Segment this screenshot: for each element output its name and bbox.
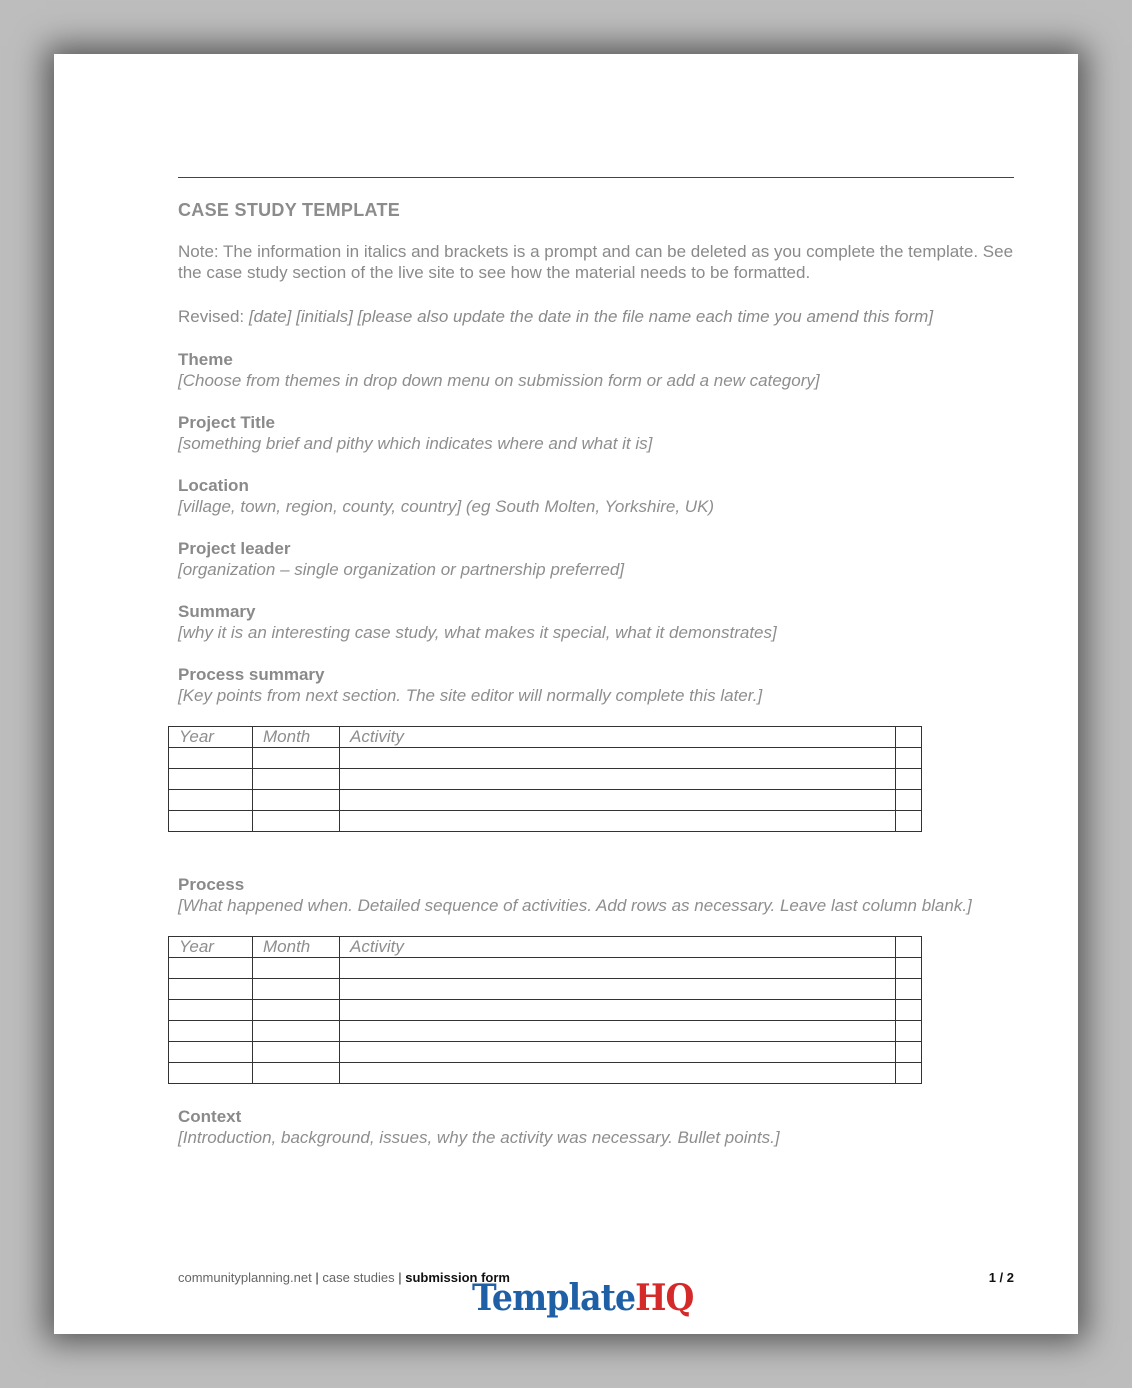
- document-page: [54, 54, 1078, 1334]
- table-row: [169, 1042, 922, 1063]
- section-heading: Process summary: [178, 665, 325, 684]
- cell-blank[interactable]: [895, 1063, 921, 1084]
- table-header-row: [169, 727, 922, 748]
- cell-blank[interactable]: [895, 790, 921, 811]
- logo-text-main: Template: [472, 1277, 636, 1319]
- cell-year[interactable]: [169, 1063, 253, 1084]
- column-header-activity: Activity: [340, 727, 896, 748]
- section-heading: Project leader: [178, 539, 291, 558]
- cell-month[interactable]: [253, 1063, 340, 1084]
- table-row: [169, 769, 922, 790]
- table-row: [169, 811, 922, 832]
- footer-separator: |: [398, 1270, 402, 1285]
- cell-blank[interactable]: [895, 1000, 921, 1021]
- cell-year[interactable]: [169, 1000, 253, 1021]
- cell-blank[interactable]: [895, 1042, 921, 1063]
- cell-activity[interactable]: [340, 769, 896, 790]
- section-heading: Summary: [178, 602, 256, 621]
- cell-year[interactable]: [169, 1042, 253, 1063]
- revised-prompt: [date] [initials] [please also update the date in the file name each time you amend this form]: [248, 307, 934, 326]
- cell-year[interactable]: [169, 811, 253, 832]
- section-prompt[interactable]: [why it is an interesting case study, what makes it special, what it demonstrates]: [178, 623, 777, 642]
- table-header-row: [169, 937, 922, 958]
- section-heading: Context: [178, 1107, 242, 1126]
- column-header-year: Year: [169, 727, 253, 748]
- section-project-title: [178, 412, 1018, 454]
- logo-text-accent: HQ: [635, 1277, 694, 1319]
- column-header-month: Month: [253, 727, 340, 748]
- page-title: CASE STUDY TEMPLATE: [178, 200, 401, 220]
- section-prompt[interactable]: [organization – single organization or partnership preferred]: [178, 560, 625, 579]
- page-number: 1 / 2: [988, 1270, 1014, 1285]
- cell-month[interactable]: [253, 958, 340, 979]
- cell-month[interactable]: [253, 790, 340, 811]
- cell-month[interactable]: [253, 979, 340, 1000]
- process-summary-table: [168, 726, 922, 832]
- section-process-summary: [178, 664, 1018, 706]
- cell-activity[interactable]: [340, 1000, 896, 1021]
- cell-activity[interactable]: [340, 748, 896, 769]
- section-prompt[interactable]: [village, town, region, county, country] (eg South Molten, Yorkshire, UK): [178, 497, 715, 516]
- cell-month[interactable]: [253, 1021, 340, 1042]
- table-row: [169, 1021, 922, 1042]
- document-body: [178, 200, 1018, 1169]
- section-prompt[interactable]: [something brief and pithy which indicates where and what it is]: [178, 434, 653, 453]
- revised-label: Revised:: [178, 307, 245, 326]
- section-process: [178, 874, 1018, 916]
- cell-blank[interactable]: [895, 1021, 921, 1042]
- column-header-blank: [895, 937, 921, 958]
- cell-activity[interactable]: [340, 811, 896, 832]
- cell-blank[interactable]: [895, 958, 921, 979]
- cell-blank[interactable]: [895, 979, 921, 1000]
- cell-year[interactable]: [169, 979, 253, 1000]
- table-row: [169, 979, 922, 1000]
- cell-activity[interactable]: [340, 1021, 896, 1042]
- instruction-note: Note: The information in italics and brackets is a prompt and can be deleted as you complete the template. See the case study section of the live site to see how the material needs to be formatted.: [178, 242, 1014, 282]
- column-header-month: Month: [253, 937, 340, 958]
- cell-activity[interactable]: [340, 979, 896, 1000]
- cell-activity[interactable]: [340, 1042, 896, 1063]
- section-heading: Location: [178, 476, 249, 495]
- section-prompt[interactable]: [What happened when. Detailed sequence of activities. Add rows as necessary. Leave last column blank.]: [178, 896, 972, 915]
- templatehq-watermark-logo: [472, 1277, 694, 1319]
- cell-month[interactable]: [253, 1042, 340, 1063]
- cell-month[interactable]: [253, 769, 340, 790]
- cell-year[interactable]: [169, 958, 253, 979]
- table-body: [169, 958, 922, 1084]
- cell-blank[interactable]: [895, 748, 921, 769]
- section-heading: Project Title: [178, 413, 275, 432]
- cell-year[interactable]: [169, 769, 253, 790]
- section-prompt[interactable]: [Choose from themes in drop down menu on submission form or add a new category]: [178, 371, 820, 390]
- footer-separator: |: [315, 1270, 319, 1285]
- table-row: [169, 958, 922, 979]
- section-summary: [178, 601, 1018, 643]
- footer-site: communityplanning.net: [178, 1270, 312, 1285]
- cell-year[interactable]: [169, 790, 253, 811]
- section-prompt[interactable]: [Key points from next section. The site editor will normally complete this later.]: [178, 686, 763, 705]
- table-row: [169, 748, 922, 769]
- cell-month[interactable]: [253, 1000, 340, 1021]
- cell-month[interactable]: [253, 748, 340, 769]
- cell-blank[interactable]: [895, 769, 921, 790]
- cell-year[interactable]: [169, 748, 253, 769]
- section-context: [178, 1106, 1018, 1148]
- cell-month[interactable]: [253, 811, 340, 832]
- section-project-leader: [178, 538, 1018, 580]
- section-heading: Process: [178, 875, 245, 894]
- section-location: [178, 475, 1018, 517]
- section-prompt[interactable]: [Introduction, background, issues, why the activity was necessary. Bullet points.]: [178, 1128, 780, 1147]
- table-row: [169, 1063, 922, 1084]
- section-theme: [178, 349, 1018, 391]
- revised-line: [178, 306, 1018, 327]
- process-table: [168, 936, 922, 1084]
- cell-year[interactable]: [169, 1021, 253, 1042]
- footer-current: submission form: [405, 1270, 510, 1285]
- column-header-activity: Activity: [340, 937, 896, 958]
- cell-activity[interactable]: [340, 790, 896, 811]
- header-rule: [178, 177, 1014, 178]
- table-row: [169, 1000, 922, 1021]
- table-row: [169, 790, 922, 811]
- column-header-year: Year: [169, 937, 253, 958]
- cell-blank[interactable]: [895, 811, 921, 832]
- column-header-blank: [895, 727, 921, 748]
- section-heading: Theme: [178, 350, 233, 369]
- footer-section: case studies: [322, 1270, 395, 1285]
- cell-activity[interactable]: [340, 1063, 896, 1084]
- table-body: [169, 748, 922, 832]
- cell-activity[interactable]: [340, 958, 896, 979]
